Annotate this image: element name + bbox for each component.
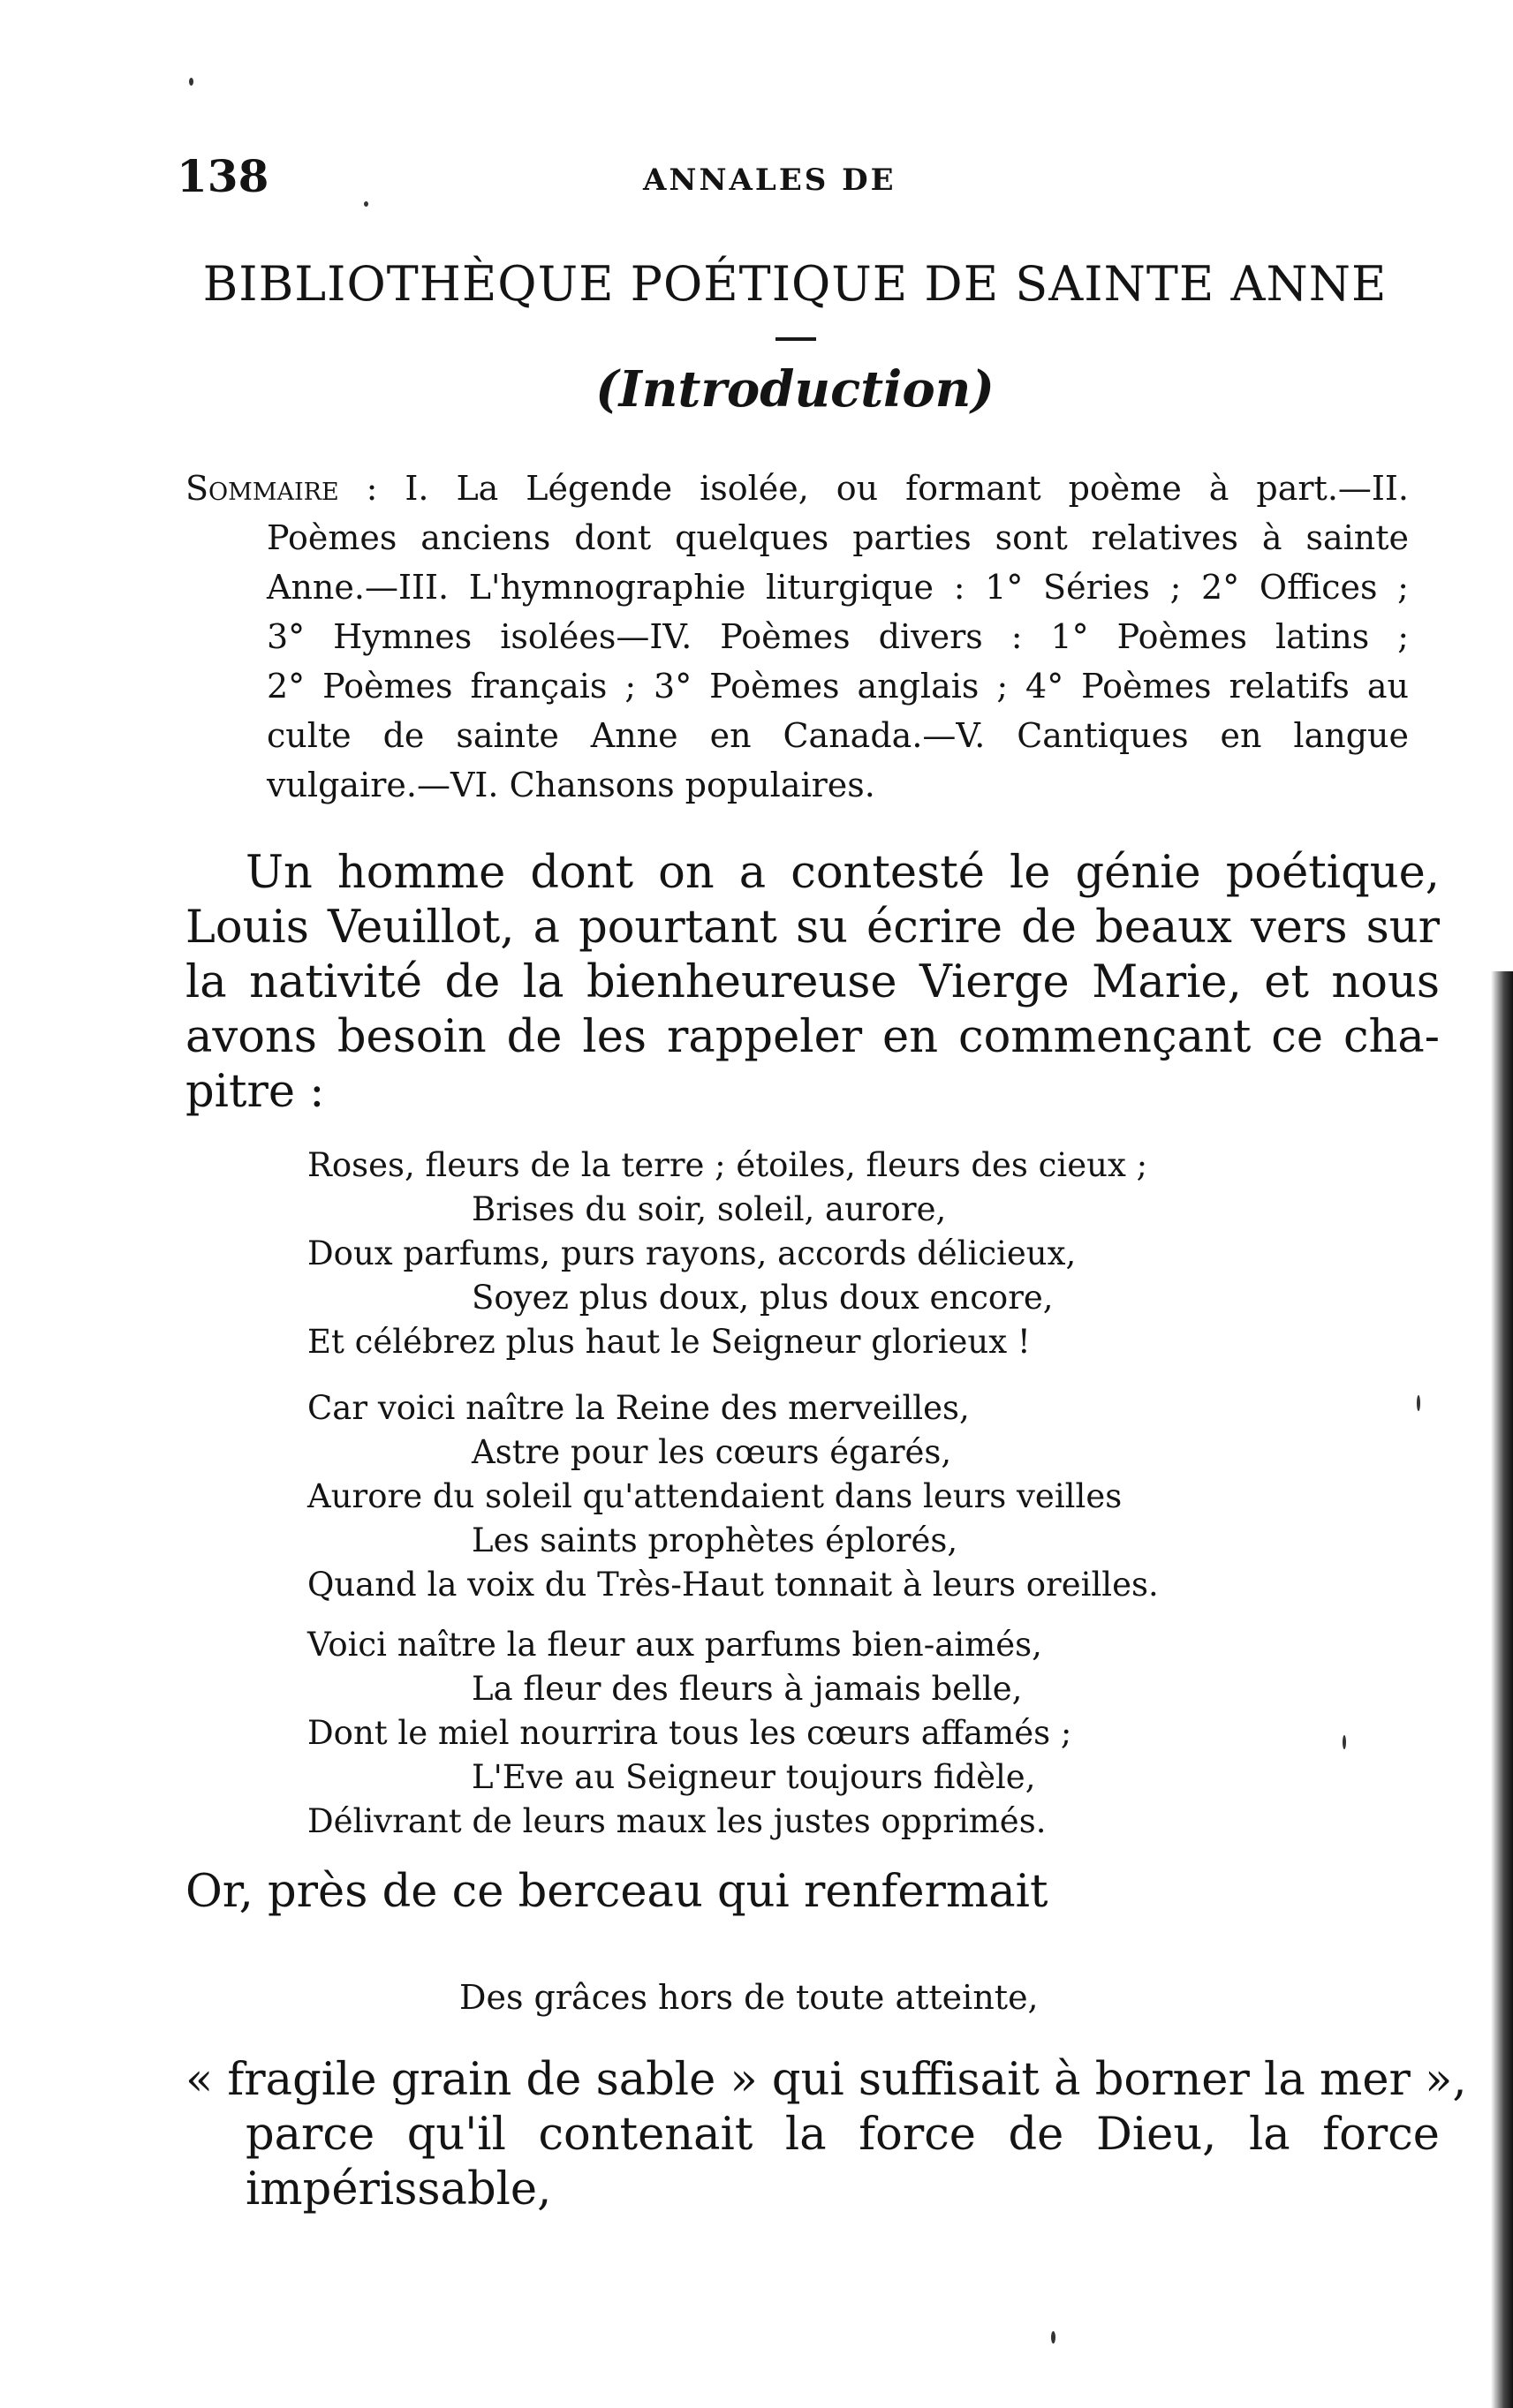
chapter-title: BIBLIOTHÈQUE POÉTIQUE DE SAINTE ANNE — [202, 256, 1388, 312]
paragraph-intro — [185, 846, 1440, 1120]
text-line: pitre : — [185, 1066, 325, 1118]
summary-line: Anne.—III. L'hymnographie liturgique : 1° Séries ; 2° Offices ; — [267, 568, 1409, 607]
verse-line: La fleur des fleurs à jamais belle, — [472, 1670, 1023, 1708]
paper-speck — [1417, 1395, 1420, 1411]
verse-line: Quand la voix du Très-Haut tonnait à leurs oreilles. — [307, 1566, 1159, 1604]
text-line: avons besoin de les rappeler en commençant ce cha- — [185, 1011, 1440, 1063]
summary-line: Sommaire : I. La Légende isolée, ou formant poème à part.—II. — [185, 469, 1409, 508]
summary-line: 3° Hymnes isolées—IV. Poèmes divers : 1° Poèmes latins ; — [267, 617, 1409, 656]
summary-line: Poèmes anciens dont quelques parties sont relatives à sainte — [267, 518, 1409, 557]
verse-line: Brises du soir, soleil, aurore, — [472, 1190, 947, 1228]
verse-line: Et célébrez plus haut le Seigneur glorieux ! — [307, 1323, 1031, 1361]
verse-line: Soyez plus doux, plus doux encore, — [472, 1279, 1054, 1317]
summary-label: Sommaire — [185, 469, 339, 508]
paragraph-grain — [185, 2053, 1467, 2217]
verse-line: Délivrant de leurs maux les justes opprimés. — [307, 1802, 1047, 1840]
verse-line: Doux parfums, purs rayons, accords délicieux, — [307, 1234, 1077, 1272]
verse-line: Roses, fleurs de la terre ; étoiles, fleurs des cieux ; — [307, 1146, 1148, 1184]
verse-line: Car voici naître la Reine des merveilles, — [307, 1389, 970, 1427]
binding-edge-shadow — [1491, 971, 1513, 2408]
paper-speck — [189, 78, 193, 86]
paper-speck — [364, 201, 368, 207]
summary-line: 2° Poèmes français ; 3° Poèmes anglais ; 4° Poèmes relatifs au — [267, 667, 1409, 706]
poem-stanza-2 — [307, 1386, 1159, 1607]
summary-paragraph — [185, 464, 1409, 810]
summary-line: culte de sainte Anne en Canada.—V. Cantiques en langue — [267, 716, 1409, 755]
poem-stanza-1 — [307, 1144, 1147, 1364]
paragraph-cradle — [185, 1865, 1440, 1920]
verse-line: Aurore du soleil qu'attendaient dans leurs veilles — [307, 1477, 1123, 1515]
quoted-verse: Des grâces hors de toute atteinte, — [459, 1978, 1039, 2017]
title-divider — [775, 337, 816, 341]
text-line: Un homme dont on a contesté le génie poétique, — [246, 847, 1440, 899]
paper-speck — [1051, 2331, 1055, 2344]
running-head: ANNALES DE — [643, 162, 896, 198]
verse-line: L'Eve au Seigneur toujours fidèle, — [472, 1758, 1036, 1796]
text-line: impérissable, — [246, 2163, 552, 2216]
paper-speck — [1343, 1735, 1346, 1749]
text-line: parce qu'il contenait la force de Dieu, la force — [246, 2109, 1440, 2161]
verse-line: Astre pour les cœurs égarés, — [472, 1433, 952, 1471]
text-line: Or, près de ce berceau qui renfermait — [185, 1866, 1048, 1918]
chapter-subtitle: (Introduction) — [595, 360, 995, 419]
summary-line: vulgaire.—VI. Chansons populaires. — [267, 766, 875, 804]
text-line: « fragile grain de sable » qui suffisait à borner la mer », — [185, 2054, 1467, 2106]
verse-line: Voici naître la fleur aux parfums bien-aimés, — [307, 1626, 1042, 1664]
verse-line: Les saints prophètes éplorés, — [472, 1521, 958, 1559]
text-line: Louis Veuillot, a pourtant su écrire de beaux vers sur — [185, 902, 1440, 954]
verse-line: Dont le miel nourrira tous les cœurs affamés ; — [307, 1714, 1072, 1752]
text-line: la nativité de la bienheureuse Vierge Marie, et nous — [185, 956, 1440, 1008]
poem-stanza-3 — [307, 1623, 1071, 1844]
page-number: 138 — [177, 150, 269, 202]
